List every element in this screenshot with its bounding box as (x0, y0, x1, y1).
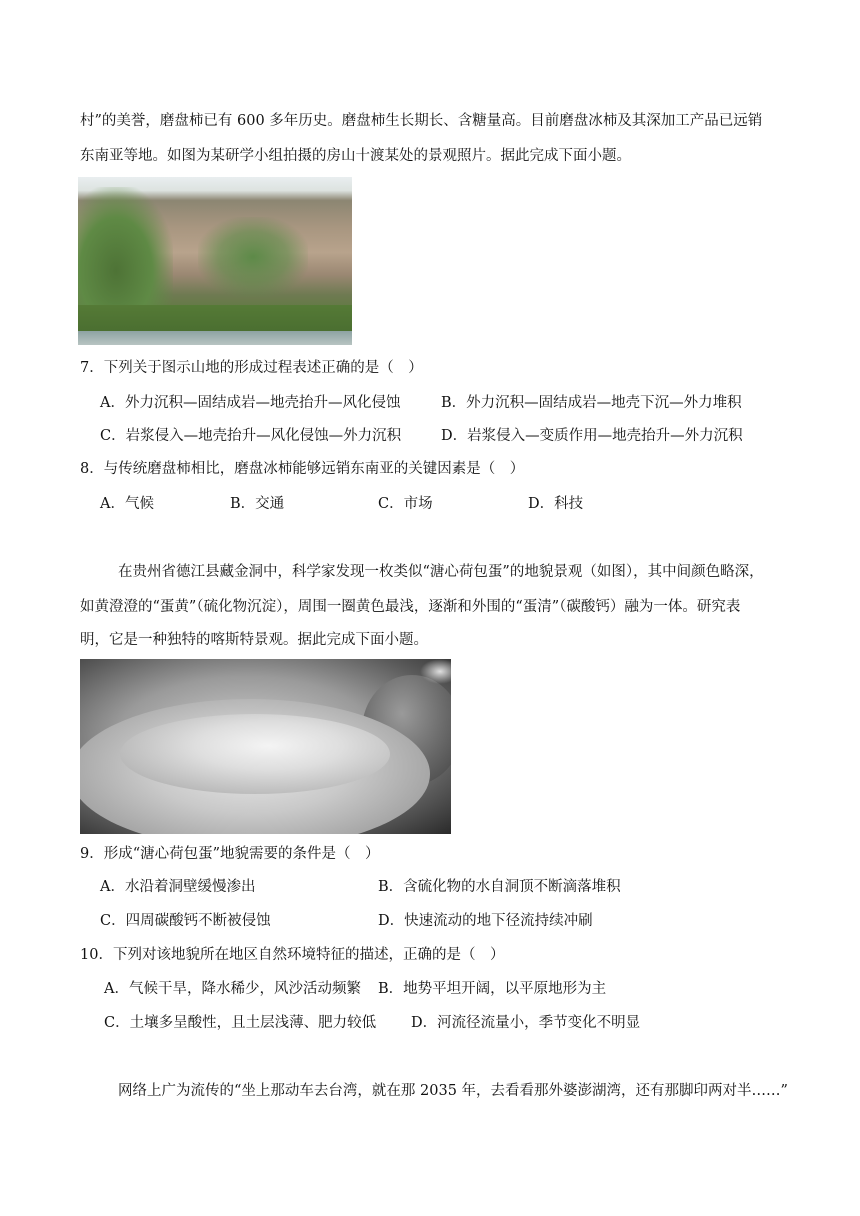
q9-option-c: C．四周碳酸钙不断被侵蚀 (100, 913, 271, 929)
intro1-line1: 村”的美誉，磨盘柿已有 600 多年历史。磨盘柿生长期长、含糖量高。目前磨盘冰柿及其深加工产品已远销 (80, 113, 763, 129)
q8-option-d: D．科技 (528, 496, 584, 512)
q8-option-a: A．气候 (100, 496, 154, 512)
q7-option-a: A．外力沉积—固结成岩—地壳抬升—风化侵蚀 (100, 395, 401, 411)
q8-option-b: B．交通 (230, 496, 285, 512)
q7-stem: 7．下列关于图示山地的形成过程表述正确的是（ ） (80, 360, 423, 376)
q7-option-d: D．岩浆侵入—变质作用—地壳抬升—外力沉积 (441, 428, 743, 444)
intro3-line1: 网络上广为流传的“坐上那动车去台湾，就在那 2035 年，去看看那外婆澎湖湾，还有那脚印两对半……” (118, 1083, 788, 1099)
karst-egg-photo (80, 659, 451, 834)
intro2-line1: 在贵州省德江县藏金洞中，科学家发现一枚类似“溏心荷包蛋”的地貌景观（如图），其中间颜色略深， (118, 564, 764, 580)
q9-option-d: D．快速流动的地下径流持续冲刷 (378, 913, 593, 929)
q10-option-c: C．土壤多呈酸性，且土层浅薄、肥力较低 (104, 1015, 377, 1031)
q9-option-a: A．水沿着洞壁缓慢渗出 (100, 879, 256, 895)
q9-option-b: B．含硫化物的水自洞顶不断滴落堆积 (378, 879, 621, 895)
q10-option-d: D．河流径流量小，季节变化不明显 (411, 1015, 641, 1031)
q10-stem: 10．下列对该地貌所在地区自然环境特征的描述，正确的是（ ） (80, 947, 505, 963)
mountain-photo (78, 177, 352, 345)
q7-option-b: B．外力沉积—固结成岩—地壳下沉—外力堆积 (441, 395, 742, 411)
q10-option-b: B．地势平坦开阔，以平原地形为主 (378, 981, 607, 997)
q8-stem: 8．与传统磨盘柿相比，磨盘冰柿能够远销东南亚的关键因素是（ ） (80, 461, 525, 477)
q8-option-c: C．市场 (378, 496, 433, 512)
intro2-line3: 明，它是一种独特的喀斯特景观。据此完成下面小题。 (80, 632, 428, 648)
intro1-line2: 东南亚等地。如图为某研学小组拍摄的房山十渡某处的景观照片。据此完成下面小题。 (80, 148, 631, 164)
q9-stem: 9．形成“溏心荷包蛋”地貌需要的条件是（ ） (80, 846, 380, 862)
q7-option-c: C．岩浆侵入—地壳抬升—风化侵蚀—外力沉积 (100, 428, 402, 444)
q10-option-a: A．气候干旱，降水稀少，风沙活动频繁 (104, 981, 361, 997)
intro2-line2: 如黄澄澄的“蛋黄”（硫化物沉淀），周围一圈黄色最浅，逐渐和外围的“蛋清”（碳酸钙）融为一体。研究表 (80, 599, 741, 615)
